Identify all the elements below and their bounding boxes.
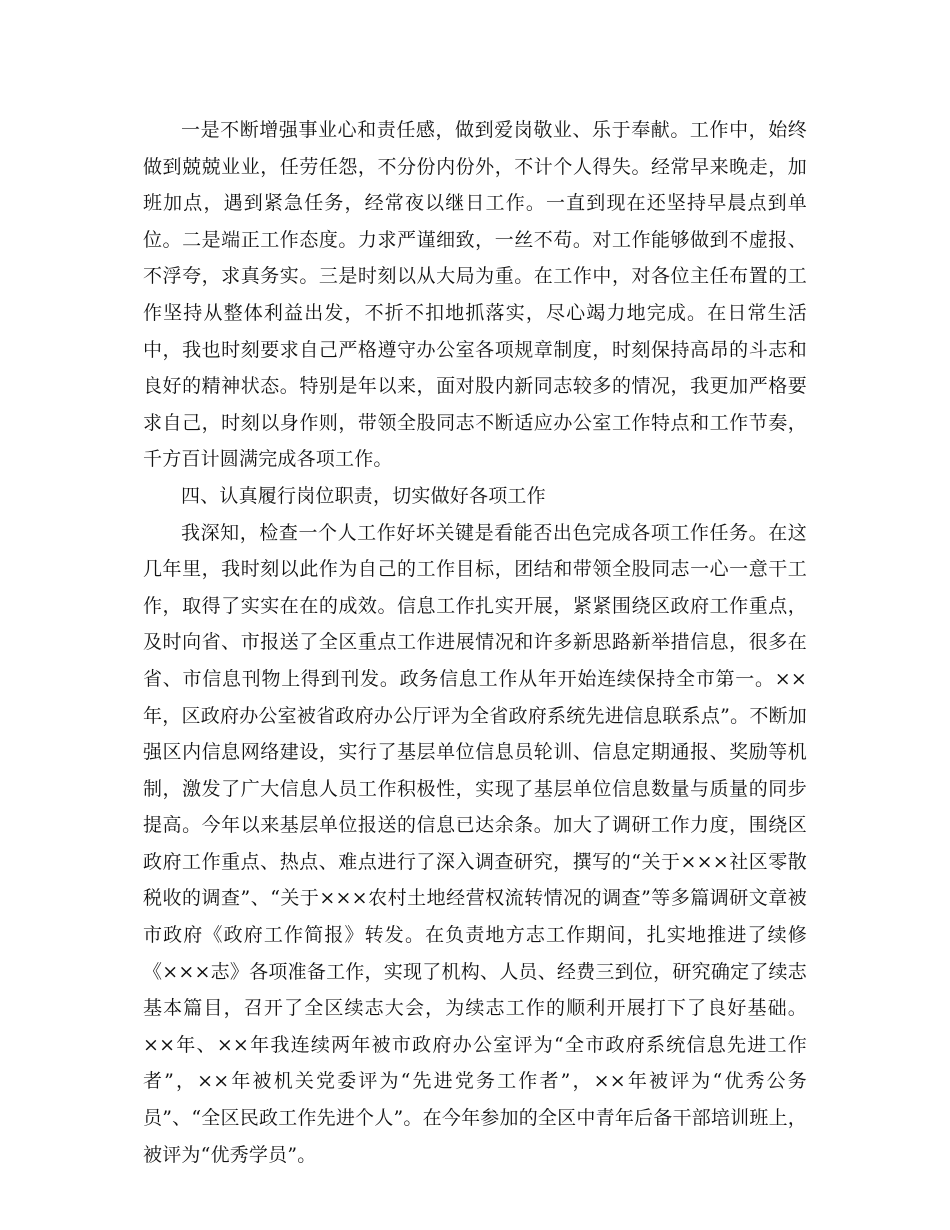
document-body <box>143 112 807 1173</box>
paragraph-work-attitude: 一是不断增强事业心和责任感，做到爱岗敬业、乐于奉献。工作中，始终做到兢兢业业，任劳任怨，不分份内份外，不计个人得失。经常早来晚走，加班加点，遇到紧急任务，经常夜以继日工作。一直到现在还坚持早晨点到单位。二是端正工作态度。力求严谨细致，一丝不苟。对工作能够做到不虚报、不浮夸，求真务实。三是时刻以从大局为重。在工作中，对各位主任布置的工作坚持从整体利益出发，不折不扣地抓落实，尽心竭力地完成。在日常生活中，我也时刻要求自己严格遵守办公室各项规章制度，时刻保持高昂的斗志和良好的精神状态。特别是年以来，面对股内新同志较多的情况，我更加严格要求自己，时刻以身作则，带领全股同志不断适应办公室工作特点和工作节奏，千方百计圆满完成各项工作。 <box>143 119 807 471</box>
section-heading-duties: 四、认真履行岗位职责，切实做好各项工作 <box>181 484 546 507</box>
paragraph-achievements: 我深知，检查一个人工作好坏关键是看能否出色完成各项工作任务。在这几年里，我时刻以此作为自己的工作目标，团结和带领全股同志一心一意干工作，取得了实实在在的成效。信息工作扎实开展，紧紧围绕区政府工作重点，及时向省、市报送了全区重点工作进展情况和许多新思路新举措信息，很多在省、市信息刊物上得到刊发。政务信息工作从年开始连续保持全市第一。××年，区政府办公室被省政府办公厅评为全省政府系统先进信息联系点”。不断加强区内信息网络建设，实行了基层单位信息员轮训、信息定期通报、奖励等机制，激发了广大信息人员工作积极性，实现了基层单位信息数量与质量的同步提高。今年以来基层单位报送的信息已达余条。加大了调研工作力度，围绕区政府工作重点、热点、难点进行了深入调查研究，撰写的“关于×××社区零散税收的调查”、“关于×××农村土地经营权流转情况的调查”等多篇调研文章被市政府《政府工作简报》转发。在负责地方志工作期间，扎实地推进了续修《×××志》各项准备工作，实现了机构、人员、经费三到位，研究确定了续志基本篇目，召开了全区续志大会，为续志工作的顺利开展打下了良好基础。××年、××年我连续两年被市政府办公室评为“全市政府系统信息先进工作者”，××年被机关党委评为“先进党务工作者”，××年被评为“优秀公务员”、“全区民政工作先进个人”。在今年参加的全区中青年后备干部培训班上，被评为“优秀学员”。 <box>143 521 807 1166</box>
